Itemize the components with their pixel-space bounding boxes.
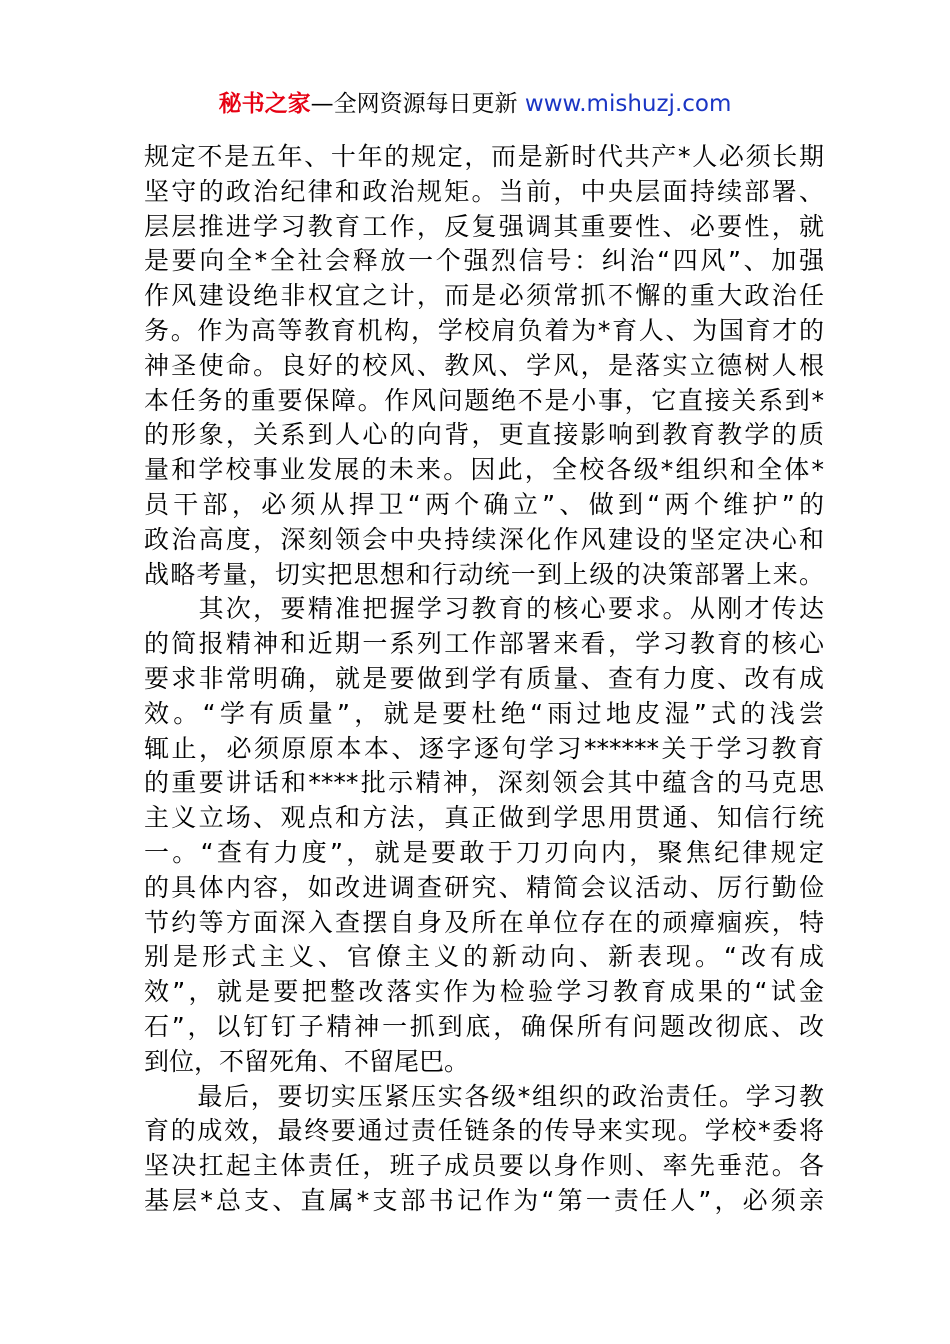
text-line: 是要向全*全社会释放一个强烈信号：纠治“四风”、加强 <box>144 246 824 276</box>
text-line: 别是形式主义、官僚主义的新动向、新表现。“改有成 <box>144 942 824 972</box>
text-line: 本任务的重要保障。作风问题绝不是小事，它直接关系到* <box>144 385 824 415</box>
paragraph-start-line: 其次，要精准把握学习教育的核心要求。从刚才传达 <box>144 594 824 624</box>
text-line: 规定不是五年、十年的规定，而是新时代共产*人必须长期 <box>144 142 824 171</box>
text-line: 效。“学有质量”，就是要杜绝“雨过地皮湿”式的浅尝 <box>144 698 824 728</box>
site-url-link[interactable]: www.mishuzj.com <box>524 91 732 117</box>
text-line: 育的成效，最终要通过责任链条的传导来实现。学校*委将 <box>144 1116 824 1146</box>
text-line: 的具体内容，如改进调查研究、精简会议活动、厉行勤俭 <box>144 872 824 902</box>
site-brand: 秘书之家 <box>218 91 311 117</box>
text-line: 石”，以钉钉子精神一抓到底，确保所有问题改彻底、改 <box>144 1011 824 1041</box>
text-line: 作风建设绝非权宜之计，而是必须常抓不懈的重大政治任 <box>144 281 824 311</box>
text-line: 神圣使命。良好的校风、教风、学风，是落实立德树人根 <box>144 350 824 380</box>
text-line: 战略考量，切实把思想和行动统一到上级的决策部署上来。 <box>144 559 824 589</box>
text-line: 节约等方面深入查摆自身及所在单位存在的顽瘴痼疾，特 <box>144 907 824 937</box>
text-line: 的重要讲话和****批示精神，深刻领会其中蕴含的马克思 <box>144 768 824 798</box>
text-line: 主义立场、观点和方法，真正做到学思用贯通、知信行统 <box>144 803 824 833</box>
text-line: 层层推进学习教育工作，反复强调其重要性、必要性，就 <box>144 211 824 241</box>
paragraph-end-line: 到位，不留死角、不留尾巴。 <box>144 1046 470 1076</box>
text-line: 的形象，关系到人心的向背，更直接影响到教育教学的质 <box>144 420 824 450</box>
text-line: 员干部，必须从捍卫“两个确立”、做到“两个维护”的 <box>144 489 824 519</box>
text-line: 要求非常明确，就是要做到学有质量、查有力度、改有成 <box>144 663 824 693</box>
text-line: 坚决扛起主体责任，班子成员要以身作则、率先垂范。各 <box>144 1151 824 1181</box>
text-line: 辄止，必须原原本本、逐字逐句学习******关于学习教育 <box>144 733 824 763</box>
text-line: 一。“查有力度”，就是要敢于刀刃向内，聚焦纪律规定 <box>144 837 824 867</box>
text-line: 基层*总支、直属*支部书记作为“第一责任人”，必须亲 <box>144 1185 824 1215</box>
text-line: 量和学校事业发展的未来。因此，全校各级*组织和全体* <box>144 455 824 485</box>
site-header <box>0 86 950 122</box>
text-line: 坚守的政治纪律和政治规矩。当前，中央层面持续部署、 <box>144 176 824 206</box>
paragraph-start-line: 最后，要切实压紧压实各级*组织的政治责任。学习教 <box>144 1081 824 1111</box>
site-tagline: —全网资源每日更新 <box>310 91 525 117</box>
document-body <box>144 140 824 1219</box>
text-line: 政治高度，深刻领会中央持续深化作风建设的坚定决心和 <box>144 524 824 554</box>
text-line: 效”，就是要把整改落实作为检验学习教育成果的“试金 <box>144 977 824 1007</box>
text-line: 务。作为高等教育机构，学校肩负着为*育人、为国育才的 <box>144 315 824 345</box>
text-line: 的简报精神和近期一系列工作部署来看，学习教育的核心 <box>144 629 824 659</box>
